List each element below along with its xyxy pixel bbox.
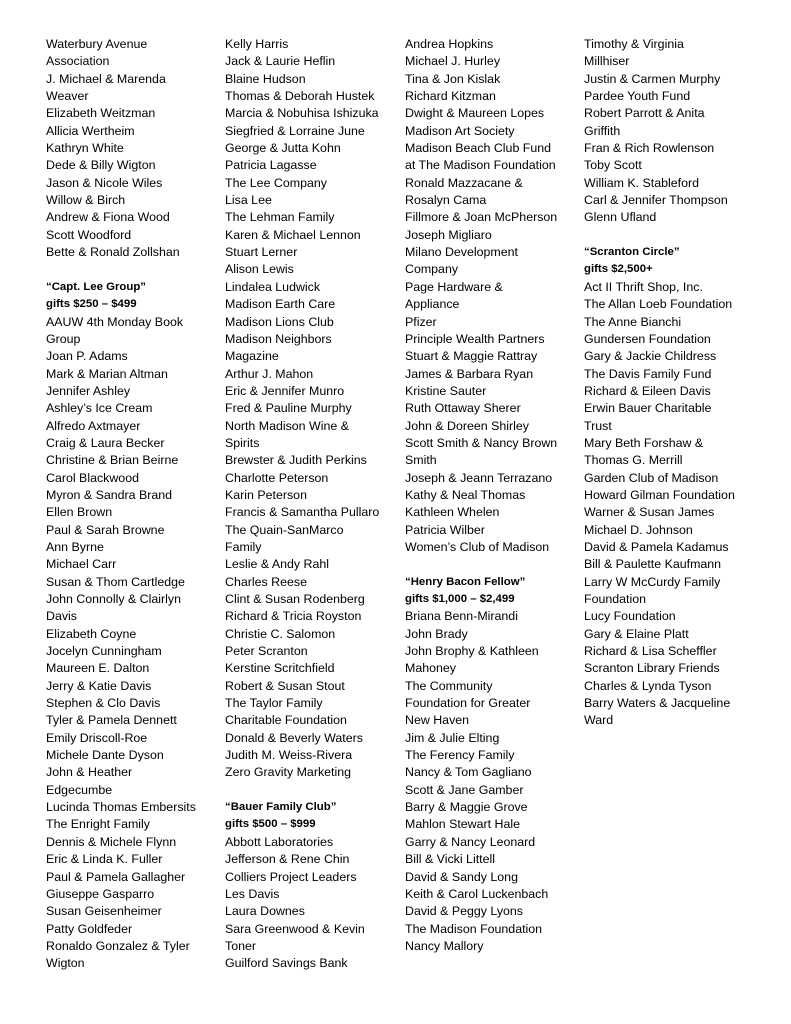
donor-name-line: Michael J. Hurley [405, 54, 501, 69]
donor-name-line: Thomas & Deborah Hustek [225, 89, 375, 104]
donor-name-line: Joan P. Adams [46, 349, 128, 364]
donor-name-line: Nancy & Tom Gagliano [405, 765, 532, 780]
donor-name-line: Stuart & Maggie Rattray [405, 349, 538, 364]
donor-name-line: Keith & Carol Luckenbach [405, 886, 549, 901]
donor-name-line: Marcia & Nobuhisa Ishizuka [225, 106, 379, 121]
donor-name-line: Mary Beth Forshaw & [584, 435, 704, 450]
donor-name-line: Barry & Maggie Grove [405, 800, 528, 815]
giving-level-heading: gifts $500 – $999 [225, 818, 316, 831]
donor-name-line: Richard Kitzman [405, 89, 496, 104]
donor-name-line: Bill & Vicki Littell [405, 852, 495, 867]
donor-name-line: Francis & Samantha Pullaro [225, 505, 380, 520]
donor-name-line: Company [405, 262, 459, 277]
donor-name-line: Jocelyn Cunningham [46, 644, 162, 659]
donor-name-line: Ann Byrne [46, 539, 104, 554]
donor-name-line: Association [46, 54, 110, 69]
donor-name-line: Jason & Nicole Wiles [46, 175, 163, 190]
donor-name-line: Spirits [225, 435, 260, 450]
donor-name-line: Justin & Carmen Murphy [584, 71, 721, 86]
donor-name-line: Blaine Hudson [225, 71, 306, 86]
donor-column-1 [46, 36, 218, 973]
donor-name-line: Joseph Migliaro [405, 227, 492, 242]
donor-name-line: Ashley’s Ice Cream [46, 401, 153, 416]
donor-name-line: John & Doreen Shirley [405, 418, 529, 433]
donor-name-line: Madison Neighbors [225, 331, 332, 346]
donor-name-line: New Haven [405, 713, 470, 728]
donor-column-2 [225, 36, 397, 973]
donor-name-line: Ward [584, 713, 614, 728]
donor-name-line: Craig & Laura Becker [46, 435, 165, 450]
donor-name-line: Fillmore & Joan McPherson [405, 210, 558, 225]
donor-name-line: Griffith [584, 123, 621, 138]
donor-name-line: David & Peggy Lyons [405, 904, 524, 919]
donor-name-line: Abbott Laboratories [225, 834, 334, 849]
donor-name-line: Bill & Paulette Kaufmann [584, 557, 722, 572]
donor-name-line: Appliance [405, 297, 460, 312]
donor-name-line: Barry Waters & Jacqueline [584, 696, 731, 711]
donor-name-line: Leslie & Andy Rahl [225, 557, 330, 572]
donor-name-line: Pfizer [405, 314, 437, 329]
donor-name-line: The Anne Bianchi [584, 314, 682, 329]
donor-name-line: Madison Beach Club Fund [405, 141, 552, 156]
donor-name-line: Guilford Savings Bank [225, 956, 348, 971]
donor-name-line: Kathy & Neal Thomas [405, 487, 526, 502]
donor-name-line: Paul & Sarah Browne [46, 522, 165, 537]
donor-name-line: Andrew & Fiona Wood [46, 210, 170, 225]
donor-name-line: Foundation [584, 592, 647, 606]
donor-name-line: Siegfried & Lorraine June [225, 123, 365, 138]
donor-name-line: Emily Driscoll-Roe [46, 730, 148, 745]
donor-name-line: Jim & Julie Elting [405, 730, 500, 745]
donor-name-line: Briana Benn-Mirandi [405, 609, 518, 624]
giving-level-heading: gifts $2,500+ [584, 263, 653, 276]
donor-name-line: Charles & Lynda Tyson [584, 678, 712, 693]
donor-name-line: Maureen E. Dalton [46, 661, 150, 676]
donor-name-line: Peter Scranton [225, 644, 308, 659]
donor-name-line: Scott & Jane Gamber [405, 782, 524, 797]
donor-name-line: Alfredo Axtmayer [46, 418, 141, 433]
donor-name-line: Michael Carr [46, 557, 117, 572]
donor-name-line: Lindalea Ludwick [225, 279, 321, 294]
donor-name-line: Milano Development [405, 245, 518, 260]
donor-name-line: Pardee Youth Fund [584, 89, 691, 104]
donor-name-line: Allicia Wertheim [46, 123, 135, 138]
donor-name-line: Dennis & Michele Flynn [46, 834, 177, 849]
donor-name-line: William K. Stableford [584, 175, 699, 190]
donor-name-line: Patricia Lagasse [225, 158, 317, 173]
donor-name-line: Richard & Tricia Royston [225, 609, 362, 624]
donor-name-line: Howard Gilman Foundation [584, 487, 735, 502]
donor-name-line: Larry W McCurdy Family [584, 574, 721, 589]
donor-name-line: Robert Parrott & Anita [584, 106, 705, 121]
donor-column-3 [405, 36, 577, 955]
donor-name-line: Mahoney [405, 661, 456, 676]
giving-level-heading: “Capt. Lee Group” [46, 280, 146, 293]
donor-name-line: Page Hardware & [405, 279, 503, 294]
donor-name-line: Joseph & Jeann Terrazano [405, 470, 553, 485]
donor-name-line: Paul & Pamela Gallagher [46, 869, 186, 884]
donor-name-line: North Madison Wine & [225, 418, 349, 433]
donor-name-line: at The Madison Foundation [405, 158, 556, 173]
donor-name-line: Garry & Nancy Leonard [405, 834, 536, 849]
donor-name-line: Myron & Sandra Brand [46, 487, 173, 502]
donor-name-line: Susan & Thom Cartledge [46, 574, 185, 589]
donor-name-line: The Taylor Family [225, 696, 323, 711]
donor-name-line: Elizabeth Coyne [46, 626, 137, 641]
donor-name-line: Thomas G. Merrill [584, 453, 683, 468]
donor-name-line: John Brady [405, 626, 468, 641]
donor-column-4 [584, 36, 756, 730]
donor-name-line: Ruth Ottaway Sherer [405, 401, 521, 416]
donor-name-line: Alison Lewis [225, 262, 294, 277]
donor-name-line: AAUW 4th Monday Book [46, 314, 184, 329]
donor-name-line: Kerstine Scritchfield [225, 661, 335, 676]
section-spacer [405, 556, 577, 573]
donor-name-line: Giuseppe Gasparro [46, 886, 155, 901]
donor-name-line: Davis [46, 609, 77, 624]
donor-name-line: Brewster & Judith Perkins [225, 453, 367, 468]
donor-name-line: Elizabeth Weitzman [46, 106, 156, 121]
donor-name-line: Richard & Lisa Scheffler [584, 644, 717, 659]
donor-name-line: John Connolly & Clairlyn [46, 592, 181, 606]
donor-name-line: Jennifer Ashley [46, 383, 131, 398]
donor-name-line: Kelly Harris [225, 37, 289, 51]
donor-name-line: Madison Lions Club [225, 314, 334, 329]
donor-name-line: Timothy & Virginia [584, 37, 684, 51]
donor-name-line: Edgecumbe [46, 782, 113, 797]
donor-name-line: Smith [405, 453, 437, 468]
donor-name-line: Principle Wealth Partners [405, 331, 545, 346]
donor-name-line: Jefferson & Rene Chin [225, 852, 350, 867]
donor-name-line: Richard & Eileen Davis [584, 383, 711, 398]
donor-name-line: Lisa Lee [225, 193, 272, 208]
giving-level-heading: gifts $1,000 – $2,499 [405, 593, 515, 605]
donor-name-line: Rosalyn Cama [405, 193, 487, 208]
donor-name-line: Arthur J. Mahon [225, 366, 314, 381]
donor-name-line: Dede & Billy Wigton [46, 158, 156, 173]
donor-name-line: Kathleen Whelen [405, 505, 500, 520]
donor-name-line: The Allan Loeb Foundation [584, 297, 733, 312]
donor-name-line: Christie C. Salomon [225, 626, 336, 641]
donor-name-line: Ronaldo Gonzalez & Tyler [46, 938, 190, 953]
donor-name-line: Michele Dante Dyson [46, 748, 164, 763]
donor-name-line: Karen & Michael Lennon [225, 227, 361, 242]
donor-name-line: Scott Woodford [46, 227, 132, 242]
donor-name-line: Millhiser [584, 54, 630, 69]
donor-name-line: The Davis Family Fund [584, 366, 712, 381]
donor-name-line: Patty Goldfeder [46, 921, 133, 936]
donor-name-line: Glenn Ufland [584, 210, 657, 225]
donor-name-line: Tyler & Pamela Dennett [46, 713, 177, 728]
donor-name-line: The Community [405, 678, 493, 693]
donor-name-line: Ronald Mazzacane & [405, 175, 523, 190]
donor-name-line: David & Pamela Kadamus [584, 539, 729, 554]
donor-name-line: Carol Blackwood [46, 470, 139, 485]
donor-name-line: Weaver [46, 89, 89, 104]
donor-name-line: David & Sandy Long [405, 869, 518, 884]
donor-name-line: Michael D. Johnson [584, 522, 693, 537]
donor-name-line: Tina & Jon Kislak [405, 71, 501, 86]
donor-name-line: Carl & Jennifer Thompson [584, 193, 728, 208]
donor-name-line: Clint & Susan Rodenberg [225, 592, 365, 606]
giving-level-heading: “Henry Bacon Fellow” [405, 575, 526, 588]
donor-name-line: George & Jutta Kohn [225, 141, 341, 156]
donor-name-line: Willow & Birch [46, 193, 126, 208]
donor-name-line: Jack & Laurie Heflin [225, 54, 336, 69]
donor-name-line: Karin Peterson [225, 487, 307, 502]
donor-name-line: Ellen Brown [46, 505, 113, 520]
donor-name-line: The Lehman Family [225, 210, 335, 225]
donor-name-line: The Quain-SanMarco [225, 522, 344, 537]
donor-name-line: Jerry & Katie Davis [46, 678, 152, 693]
donor-name-line: Toner [225, 938, 256, 953]
donor-name-line: Trust [584, 418, 612, 433]
donor-name-line: Christine & Brian Beirne [46, 453, 179, 468]
donor-name-line: Charles Reese [225, 574, 307, 589]
giving-level-heading: “Bauer Family Club” [225, 801, 337, 814]
donor-name-line: Madison Earth Care [225, 297, 336, 312]
donor-name-line: Wigton [46, 956, 85, 971]
section-spacer [584, 227, 756, 244]
donor-name-line: The Ferency Family [405, 748, 515, 763]
donor-name-line: Nancy Mallory [405, 938, 484, 953]
donor-name-line: Laura Downes [225, 904, 305, 919]
giving-level-heading: gifts $250 – $499 [46, 298, 137, 311]
giving-level-heading: “Scranton Circle” [584, 246, 680, 259]
donor-name-line: Family [225, 539, 262, 554]
donor-name-line: Charlotte Peterson [225, 470, 329, 485]
donor-name-line: J. Michael & Marenda [46, 71, 166, 86]
donor-name-line: Stephen & Clo Davis [46, 696, 161, 711]
donor-name-line: Garden Club of Madison [584, 470, 719, 485]
donor-name-line: Donald & Beverly Waters [225, 730, 363, 745]
donor-name-line: Eric & Linda K. Fuller [46, 852, 163, 867]
donor-name-line: Gary & Elaine Platt [584, 626, 689, 641]
section-spacer [46, 261, 218, 278]
donor-name-line: Scranton Library Friends [584, 661, 720, 676]
donor-name-line: Gundersen Foundation [584, 331, 711, 346]
donor-name-line: Andrea Hopkins [405, 37, 494, 51]
donor-name-line: John Brophy & Kathleen [405, 644, 539, 659]
donor-name-line: Charitable Foundation [225, 713, 347, 728]
donor-name-line: Madison Art Society [405, 123, 515, 138]
donor-name-line: Bette & Ronald Zollshan [46, 245, 180, 260]
donor-name-line: Colliers Project Leaders [225, 869, 357, 884]
donor-name-line: Mahlon Stewart Hale [405, 817, 521, 832]
donor-name-line: John & Heather [46, 765, 133, 780]
donor-name-line: Robert & Susan Stout [225, 678, 345, 693]
donor-name-line: Susan Geisenheimer [46, 904, 162, 919]
donor-name-line: Scott Smith & Nancy Brown [405, 435, 558, 450]
donor-name-line: The Enright Family [46, 817, 150, 832]
donor-name-line: Eric & Jennifer Munro [225, 383, 345, 398]
donor-name-line: Toby Scott [584, 158, 642, 173]
donor-name-line: Magazine [225, 349, 279, 364]
donor-name-line: Act II Thrift Shop, Inc. [584, 279, 703, 294]
donor-name-line: Zero Gravity Marketing [225, 765, 352, 780]
donor-name-line: Lucinda Thomas Embersits [46, 800, 196, 815]
donor-name-line: Mark & Marian Altman [46, 366, 168, 381]
donor-name-line: Les Davis [225, 886, 280, 901]
donor-name-line: Women’s Club of Madison [405, 539, 550, 554]
donor-name-line: The Madison Foundation [405, 921, 543, 936]
donor-name-line: James & Barbara Ryan [405, 366, 534, 381]
section-spacer [225, 782, 397, 799]
donor-name-line: Judith M. Weiss-Rivera [225, 748, 353, 763]
donor-name-line: Sara Greenwood & Kevin [225, 921, 365, 936]
donor-name-line: Warner & Susan James [584, 505, 715, 520]
donor-name-line: Fran & Rich Rowlenson [584, 141, 715, 156]
donor-name-line: Gary & Jackie Childress [584, 349, 717, 364]
donor-name-line: Stuart Lerner [225, 245, 298, 260]
donor-name-line: Erwin Bauer Charitable [584, 401, 712, 416]
donor-name-line: Foundation for Greater [405, 696, 531, 711]
donor-name-line: The Lee Company [225, 175, 327, 190]
donor-name-line: Lucy Foundation [584, 609, 676, 624]
donor-name-line: Waterbury Avenue [46, 37, 148, 51]
donor-name-line: Group [46, 331, 81, 346]
donor-name-line: Dwight & Maureen Lopes [405, 106, 545, 121]
donor-name-line: Kristine Sauter [405, 383, 487, 398]
donor-name-line: Patricia Wilber [405, 522, 485, 537]
donor-name-line: Fred & Pauline Murphy [225, 401, 352, 416]
donor-name-line: Kathryn White [46, 141, 124, 156]
